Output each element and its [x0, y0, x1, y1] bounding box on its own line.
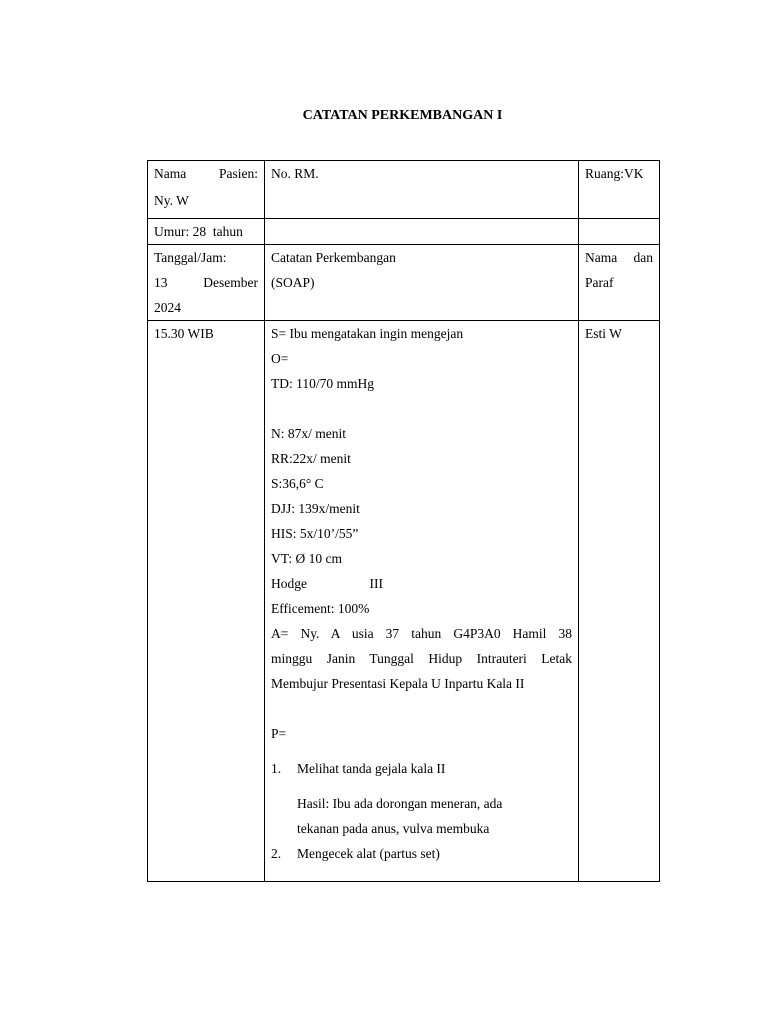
date-header-cell: [148, 245, 265, 321]
vaginal-exam: VT: Ø 10 cm: [271, 551, 342, 566]
soap-header-line1: Catatan Perkembangan: [271, 250, 396, 265]
effacement: Efficement: 100%: [271, 601, 370, 616]
entry-soap-cell: [265, 321, 579, 882]
age-cell: [148, 219, 265, 245]
column-header-row: [148, 245, 660, 321]
pulse: N: 87x/ menit: [271, 426, 346, 441]
assessment-line-1: A= Ny. A usia 37 tahun G4P3A0 Hamil 38: [271, 626, 572, 641]
plan-label: P=: [271, 726, 287, 741]
room-cell: [579, 161, 660, 219]
assessment-line-3: Membujur Presentasi Kepala U Inpartu Kala II: [271, 676, 525, 691]
plan-item-result: [271, 791, 572, 841]
patient-row: [148, 161, 660, 219]
age-label: Umur: 28 tahun: [154, 224, 243, 239]
plan-item: [271, 841, 572, 866]
age-empty-cell-2: [579, 219, 660, 245]
plan-item-text: Melihat tanda gejala kala II: [297, 761, 446, 776]
blood-pressure: TD: 110/70 mmHg: [271, 376, 374, 391]
date-year: 2024: [154, 300, 181, 315]
patient-name-cell: [148, 161, 265, 219]
entry-time: 15.30 WIB: [154, 326, 214, 341]
plan-item-number: 1.: [271, 761, 282, 776]
plan-result-line-2: tekanan pada anus, vulva membuka: [297, 821, 490, 836]
respiration-rate: RR:22x/ menit: [271, 451, 351, 466]
subjective-text: S= Ibu mengatakan ingin mengejan: [271, 326, 464, 341]
patient-name-value: Ny. W: [154, 193, 189, 208]
page-title: CATATAN PERKEMBANGAN I: [302, 108, 503, 123]
assessment-line-2: minggu Janin Tunggal Hidup Intrauteri Letak: [271, 651, 572, 666]
age-empty-cell: [265, 219, 579, 245]
plan-item: [271, 756, 572, 781]
signature-header-line1: Nama dan: [585, 250, 653, 265]
entry-signature-cell: [579, 321, 660, 882]
signature-header-cell: [579, 245, 660, 321]
progress-note-table: [147, 160, 660, 882]
medical-record-label: No. RM.: [271, 166, 319, 181]
soap-header-line2: (SOAP): [271, 275, 315, 290]
plan-item-text: Mengecek alat (partus set): [297, 846, 440, 861]
medical-record-cell: [265, 161, 579, 219]
plan-result-line-1: Hasil: Ibu ada dorongan meneran, ada: [297, 796, 503, 811]
date-value: 13 Desember: [154, 275, 258, 290]
room-label: Ruang:VK: [585, 166, 644, 181]
entry-time-cell: [148, 321, 265, 882]
entry-row: [148, 321, 660, 882]
age-row: [148, 219, 660, 245]
hodge-level: Hodge III: [271, 576, 383, 591]
contractions: HIS: 5x/10’/55”: [271, 526, 359, 541]
plan-item-number: 2.: [271, 846, 282, 861]
signature-header-line2: Paraf: [585, 275, 614, 290]
fetal-heart-rate: DJJ: 139x/menit: [271, 501, 360, 516]
temperature: S:36,6° C: [271, 476, 324, 491]
objective-label: O=: [271, 351, 289, 366]
soap-header-cell: [265, 245, 579, 321]
plan-list: [271, 756, 572, 866]
patient-name-label: Nama Pasien:: [154, 166, 258, 181]
date-header-label: Tanggal/Jam:: [154, 250, 227, 265]
entry-signature: Esti W: [585, 326, 622, 341]
